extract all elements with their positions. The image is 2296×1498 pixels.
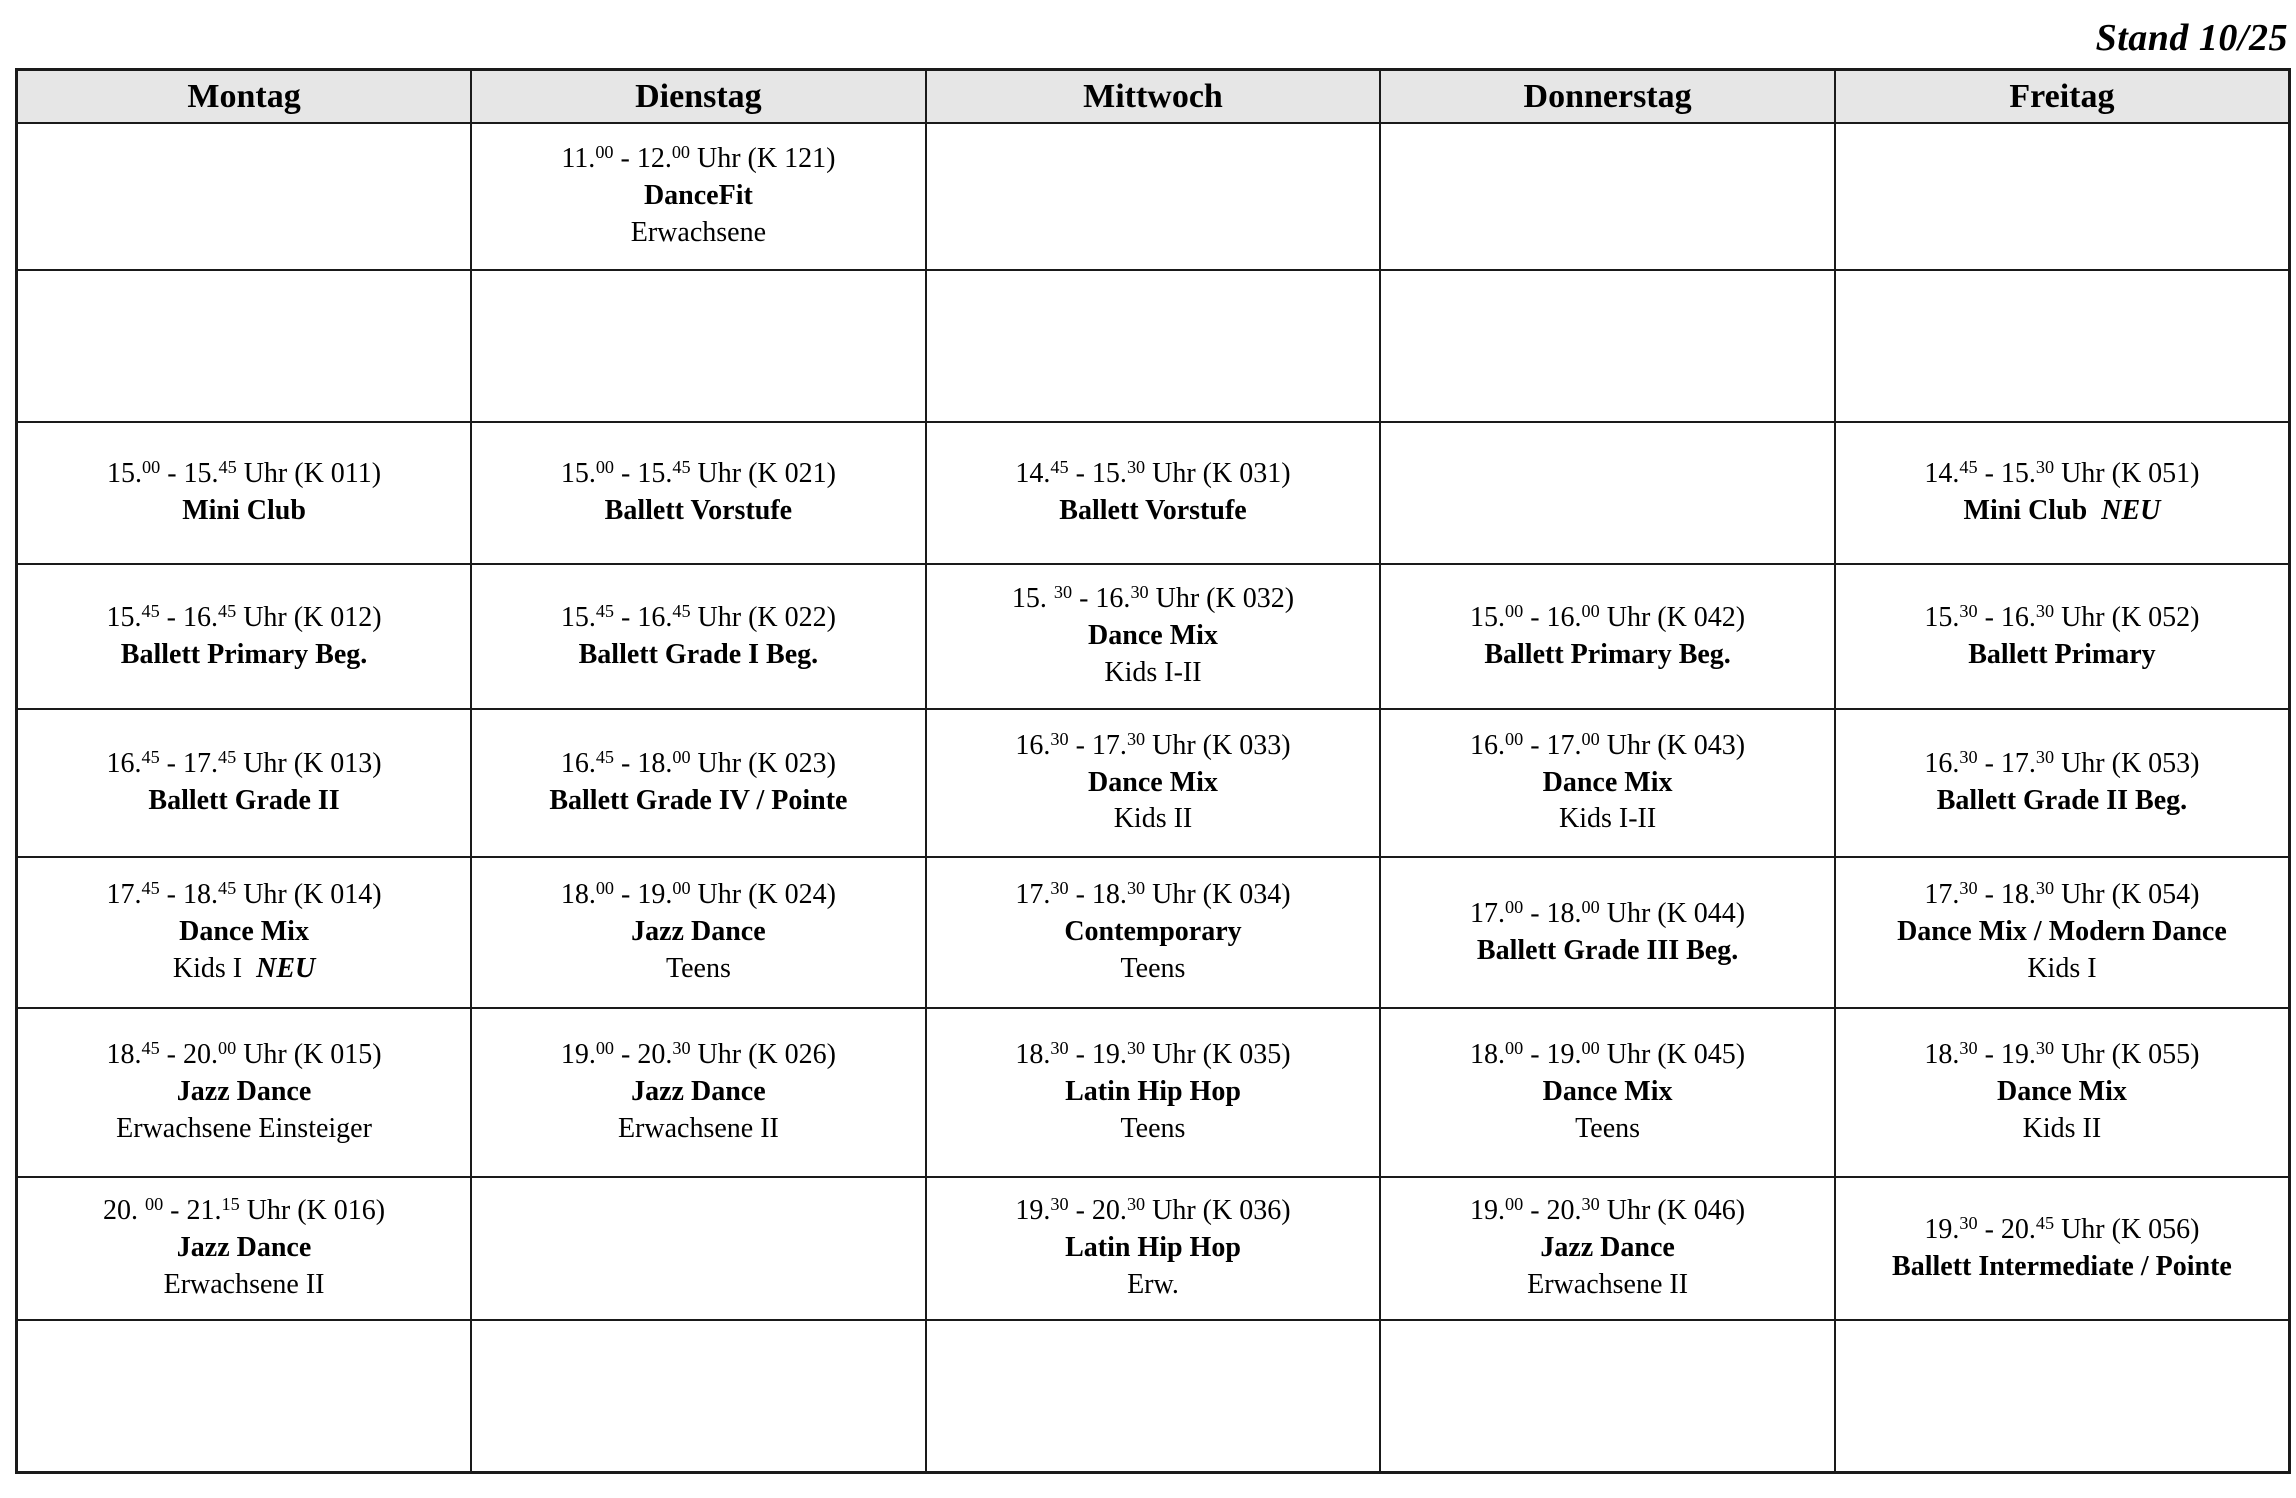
time-superscript: 30 [1126,1037,1146,1058]
schedule-cell-empty [17,123,472,270]
schedule-cell [17,422,472,564]
time-superscript: 00 [144,1193,164,1214]
cell-time: 19.00 - 20.30 Uhr (K 046) [1470,1193,1746,1227]
time-superscript: 30 [1959,877,1978,898]
schedule-cell [1835,1177,2290,1320]
cell-subtitle: Kids I-II [1558,803,1657,835]
schedule-cell [1835,709,2290,857]
column-header-mittwoch: Mittwoch [926,70,1381,124]
cell-time: 15.45 - 16.45 Uhr (K 012) [106,600,382,633]
schedule-cell-empty [926,270,1381,422]
cell-time: 20. $^{00}$ - 21.15 Uhr (K 016) [102,1193,386,1227]
schedule-cell [1380,1008,1835,1177]
time-superscript: 30 [1050,877,1069,898]
schedule-row [17,564,2290,709]
time-superscript: 45 [2035,1212,2055,1233]
schedule-row [17,709,2290,857]
cell-subtitle: Erwachsene Einsteiger [116,1112,372,1144]
schedule-cell-empty [471,270,926,422]
cell-subtitle: Teens [1120,1112,1186,1144]
cell-time: 16.00 - 17.00 Uhr (K 043) [1470,728,1746,761]
time-superscript: 45 [1050,456,1069,477]
schedule-cell [1835,1008,2290,1177]
cell-title: Ballett Vorstufe [1059,495,1247,526]
cell-time: 19.00 - 20.30 Uhr (K 026) [560,1037,836,1071]
time-superscript: 45 [218,600,237,621]
time-superscript: 00 [595,141,614,162]
time-superscript: 00 [1505,600,1524,621]
time-superscript: 30 [1126,728,1146,749]
schedule-cell-empty [1835,123,2290,270]
cell-title: Jazz Dance [631,916,766,948]
cell-title: Ballett Grade IV / Pointe [549,785,848,816]
time-superscript: 15 [221,1193,240,1214]
cell-time: 19.30 - 20.45 Uhr (K 056) [1924,1212,2200,1245]
time-superscript: 00 [595,877,615,898]
cell-subtitle: Kids I-II [1104,656,1202,688]
cell-time: 18.30 - 19.30 Uhr (K 055) [1924,1037,2200,1071]
time-superscript: 00 [1505,896,1524,917]
time-superscript: 45 [141,600,160,621]
cell-title: Ballett Grade II [148,785,340,816]
schedule-row [17,1177,2290,1320]
time-superscript: 00 [671,141,691,162]
schedule-cell [1380,564,1835,709]
time-superscript: 00 [1581,896,1600,917]
time-superscript: 45 [672,600,691,621]
cell-time: 17.30 - 18.30 Uhr (K 034) [1015,877,1291,911]
cell-title: Ballett Primary [1968,638,2156,670]
cell-title: Dance Mix [1997,1076,2127,1108]
cell-title: Dance Mix [1088,766,1218,798]
time-superscript: 30 [2035,746,2055,767]
schedule-table-head [17,70,2290,124]
time-superscript: 30 [1126,1193,1146,1214]
time-superscript: 30 [2035,456,2055,477]
cell-title: Latin Hip Hop [1065,1232,1241,1264]
cell-time: 18.00 - 19.00 Uhr (K 024) [560,877,836,911]
column-header-donnerstag: Donnerstag [1380,70,1835,124]
cell-subtitle: Teens [665,952,731,984]
cell-time: 15.30 - 16.30 Uhr (K 052) [1924,600,2200,633]
schedule-cell [926,1177,1381,1320]
cell-title: Ballett Grade I Beg. [578,638,819,670]
column-header-row [17,70,2290,124]
time-superscript: 30 [1050,1037,1069,1058]
cell-title: Ballett Vorstufe [604,495,793,526]
schedule-row [17,123,2290,270]
cell-title: Jazz Dance [631,1076,766,1108]
cell-title: Jazz Dance [176,1076,312,1108]
schedule-cell-empty [1380,270,1835,422]
schedule-row [17,270,2290,422]
time-superscript: 30 [1959,1037,1978,1058]
time-superscript: 30 [1959,1212,1978,1233]
schedule-cell-empty [1380,1320,1835,1472]
schedule-cell [17,1008,472,1177]
schedule-cell-empty [926,1320,1381,1472]
schedule-cell-empty [926,123,1381,270]
cell-time: 16.45 - 18.00 Uhr (K 023) [560,746,836,780]
cell-time: 18.45 - 20.00 Uhr (K 015) [106,1037,382,1071]
schedule-cell [926,1008,1381,1177]
time-superscript: 00 [672,877,691,898]
cell-title: Dance Mix [179,916,309,948]
cell-subtitle: Kids II [1113,803,1193,835]
new-badge: NEU [256,952,316,984]
cell-subtitle: Erwachsene II [163,1268,325,1300]
time-superscript: 30 [1130,581,1149,602]
cell-time: 15.00 - 16.00 Uhr (K 042) [1470,600,1746,633]
cell-title: DanceFit [643,180,753,212]
time-superscript: 30 [2035,1037,2055,1058]
time-superscript: 30 [2035,600,2055,621]
time-superscript: 30 [1050,1193,1069,1214]
schedule-cell-empty [1380,123,1835,270]
time-superscript: 00 [1581,1037,1600,1058]
schedule-cell [471,1008,926,1177]
schedule-cell [471,123,926,270]
cell-title: Ballett Primary Beg. [120,638,368,670]
time-superscript: 45 [141,1037,160,1058]
cell-time: 14.45 - 15.30 Uhr (K 031) [1015,456,1291,490]
time-superscript: 30 [1126,877,1146,898]
cell-title: Mini Club NEU [1963,495,2161,526]
time-superscript: 00 [218,1037,237,1058]
time-superscript: 30 [1959,600,1978,621]
schedule-cell-empty [17,1320,472,1472]
cell-time: 17.00 - 18.00 Uhr (K 044) [1470,896,1746,929]
time-superscript: 45 [1959,456,1978,477]
cell-time: 16.30 - 17.30 Uhr (K 053) [1924,746,2200,780]
cell-time: 16.45 - 17.45 Uhr (K 013) [106,746,382,780]
cell-subtitle: Teens [1575,1112,1641,1144]
cell-title: Jazz Dance [176,1232,312,1264]
cell-subtitle: Erwachsene II [617,1112,779,1144]
time-superscript: 00 [1505,728,1524,749]
cell-time: 14.45 - 15.30 Uhr (K 051) [1924,456,2200,490]
cell-title: Contemporary [1064,916,1242,948]
time-superscript: 45 [595,746,615,767]
cell-subtitle: Kids I NEU [172,952,316,984]
time-superscript: 00 [142,456,161,477]
time-superscript: 45 [218,877,237,898]
time-superscript: 30 [672,1037,691,1058]
cell-time: 11.00 - 12.00 Uhr (K 121) [561,141,836,175]
cell-subtitle: Teens [1120,952,1186,984]
time-superscript: 45 [672,456,691,477]
column-header-freitag: Freitag [1835,70,2290,124]
cell-time: 16.30 - 17.30 Uhr (K 033) [1015,728,1291,761]
schedule-cell-empty [471,1320,926,1472]
schedule-row [17,422,2290,564]
schedule-cell-empty [471,1177,926,1320]
cell-subtitle: Erwachsene II [1527,1268,1689,1300]
cell-time: 15.00 - 15.45 Uhr (K 021) [560,456,836,490]
time-superscript: 30 [2035,877,2055,898]
schedule-row [17,1320,2290,1472]
schedule-cell [471,709,926,857]
time-superscript: 30 [1126,456,1146,477]
time-superscript: 45 [218,746,237,767]
cell-title: Dance Mix [1542,766,1673,798]
cell-title: Latin Hip Hop [1065,1076,1241,1108]
cell-time: 17.30 - 18.30 Uhr (K 054) [1924,877,2200,911]
cell-title: Dance Mix [1542,1076,1673,1108]
time-superscript: 45 [595,600,615,621]
cell-title: Ballett Intermediate / Pointe [1892,1250,2232,1282]
cell-subtitle: Erwachsene [630,216,767,248]
cell-subtitle: Erw. [1127,1268,1179,1300]
schedule-cell-empty [17,270,472,422]
cell-title: Ballett Grade II Beg. [1936,785,2188,816]
column-header-montag: Montag [17,70,472,124]
schedule-cell-empty [1835,270,2290,422]
cell-time: 19.30 - 20.30 Uhr (K 036) [1015,1193,1291,1227]
cell-title: Jazz Dance [1540,1232,1675,1264]
schedule-cell [471,564,926,709]
cell-title: Ballett Grade III Beg. [1476,934,1739,966]
schedule-cell [926,564,1381,709]
time-superscript: 00 [1505,1193,1524,1214]
stand-label: Stand 10/25 [2095,17,2288,59]
schedule-cell [926,709,1381,857]
cell-time: 15.00 - 15.45 Uhr (K 011) [107,456,382,490]
cell-time: 15. $^{30}$ - 16.30 Uhr (K 032) [1011,581,1295,615]
time-superscript: 00 [1581,600,1600,621]
schedule-cell [1380,1177,1835,1320]
schedule-cell [1380,709,1835,857]
schedule-cell [926,422,1381,564]
cell-title: Dance Mix / Modern Dance [1897,916,2227,948]
cell-subtitle: Kids II [2022,1112,2102,1144]
schedule-cell-empty [1835,1320,2290,1472]
cell-title: Dance Mix [1088,620,1218,652]
schedule-cell [471,422,926,564]
time-superscript: 30 [1959,746,1978,767]
schedule-cell [1380,857,1835,1008]
column-header-dienstag: Dienstag [471,70,926,124]
schedule-cell [1835,422,2290,564]
cell-time: 17.45 - 18.45 Uhr (K 014) [106,877,382,911]
time-superscript: 45 [141,877,160,898]
schedule-cell [17,709,472,857]
time-superscript: 00 [1581,728,1600,749]
time-superscript: 30 [1050,728,1069,749]
schedule-cell-empty [1380,422,1835,564]
schedule-cell [17,857,472,1008]
time-superscript: 00 [1505,1037,1524,1058]
time-superscript: 45 [141,746,160,767]
time-superscript: 30 [1053,581,1073,602]
schedule-cell [1835,564,2290,709]
schedule-cell [926,857,1381,1008]
cell-title: Mini Club [182,495,306,526]
schedule-cell [1835,857,2290,1008]
cell-time: 18.00 - 19.00 Uhr (K 045) [1470,1037,1746,1071]
schedule-cell [471,857,926,1008]
schedule-row [17,1008,2290,1177]
schedule-table-body [17,123,2290,1472]
time-superscript: 00 [595,456,615,477]
cell-time: 15.45 - 16.45 Uhr (K 022) [560,600,836,633]
time-superscript: 00 [595,1037,615,1058]
time-superscript: 00 [672,746,691,767]
time-superscript: 45 [218,456,237,477]
schedule-row [17,857,2290,1008]
cell-time: 18.30 - 19.30 Uhr (K 035) [1015,1037,1291,1071]
time-superscript: 30 [1581,1193,1600,1214]
schedule-table [15,68,2291,1474]
cell-title: Ballett Primary Beg. [1484,638,1731,670]
cell-subtitle: Kids I [2027,952,2097,984]
new-badge: NEU [2101,495,2161,526]
schedule-cell [17,1177,472,1320]
schedule-cell [17,564,472,709]
